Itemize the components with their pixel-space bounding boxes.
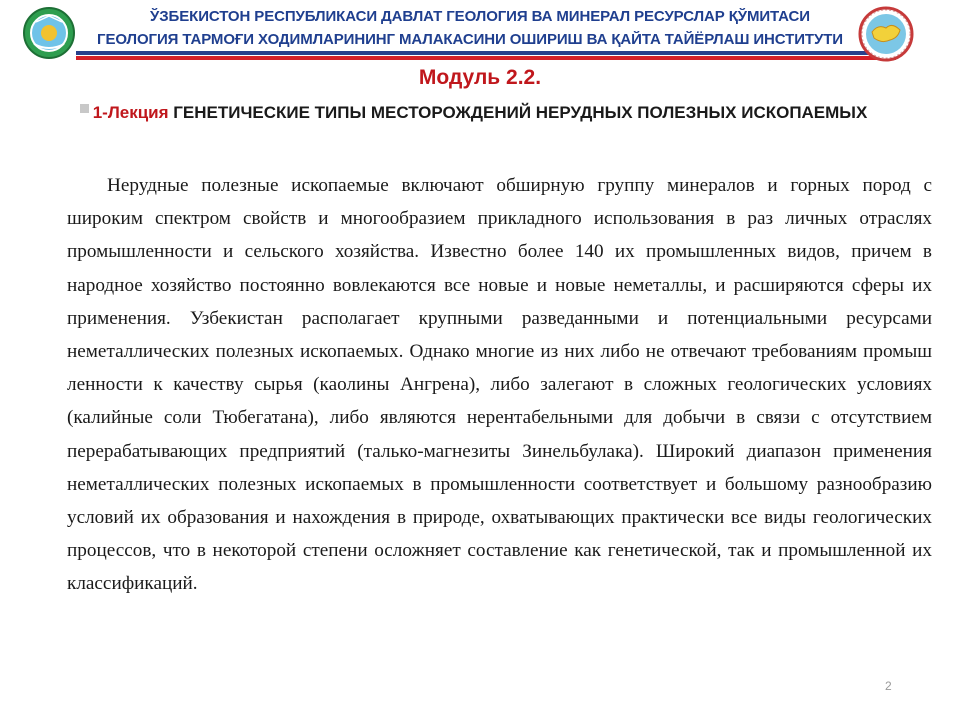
lecture-heading [80,100,880,126]
header-title-line-2: ГЕОЛОГИЯ ТАРМОҒИ ХОДИМЛАРИНИНГ МАЛАКАСИНИ ОШИРИШ ВА ҚАЙТА ТАЙЁРЛАШ ИНСТИТУТИ [97,31,843,48]
page-number: 2 [885,679,892,693]
body-paragraph: Нерудные полезные ископаемые включают обширную группу минералов и горных пород с широким спектром свойств и многообразием прикладного использования в раз личных отраслях промышленности и сельского хозяйства. Известно более 140 их промышленных видов, причем в народное хозяйство постоянно вовлекаются все новые и новые неметаллы, и расширяются сферы их применения. Узбекистан располагает крупными разведанными и потенциальными ресурсами неметаллических полезных ископаемых. Однако многие из них либо не отвечают требованиям промыш ленности к качеству сырья (каолины Ангрена), либо залегают в сложных геологических условиях (калийные соли Тюбегатана), либо являются нерентабельными для добычи в связи с отсутствием перерабатывающих предприятий (талько-магнезиты Зинельбулака). Широкий диапазон применения неметаллических полезных ископаемых в промышленности соответствует и большому разнообразию условий их образования и нахождения в природе, охватывающих практически все виды геологических процессов, что в некоторой степени осложняет составление как генетической, так и промышленной их классификаций. [67,175,932,595]
header-title-line-1: ЎЗБЕКИСТОН РЕСПУБЛИКАСИ ДАВЛАТ ГЕОЛОГИЯ ВА МИНЕРАЛ РЕСУРСЛАР ҚЎМИТАСИ [150,8,810,25]
header-divider-blue [76,51,896,55]
module-title: Модуль 2.2. [418,66,542,89]
header-divider-red [76,56,896,60]
lecture-number: 1-Лекция [92,103,169,122]
slide-header [0,0,960,62]
lecture-title: ГЕНЕТИЧЕСКИЕ ТИПЫ МЕСТОРОЖДЕНИЙ НЕРУДНЫХ ПОЛЕЗНЫХ ИСКОПАЕМЫХ [173,103,868,122]
emblem-icon [22,6,76,60]
map-emblem-icon [858,6,914,62]
